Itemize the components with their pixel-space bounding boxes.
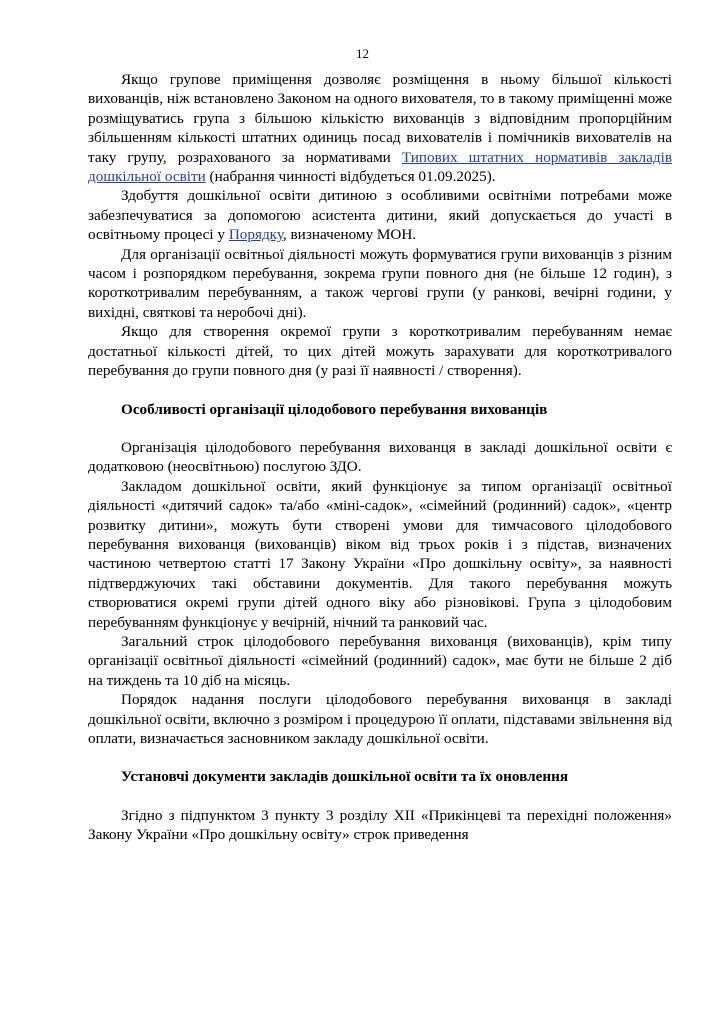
paragraph-text: (набрання чинності відбудеться 01.09.2025). (205, 168, 496, 186)
paragraph-additional-service: Організація цілодобового перебування вихованця в закладі дошкільної освіти є додатковою (неосвітньою) послугою ЗДО. (88, 438, 672, 476)
paragraph-special-needs (88, 186, 672, 244)
paragraph-text: Якщо групове приміщення дозволяє розміщення в ньому більшої кількості вихованців, ніж встановлено Законом на одного вихователя, то в такому приміщенні може розміщуватись група з більшою кількістю вихованців з відповідним пропорційним збільшенням кількості штатних одиниць посад вихователів і помічників вихователів на таку групу, розрахованого за нормативами (88, 71, 672, 166)
spacer (88, 748, 672, 767)
paragraph-payment-procedure: Порядок надання послуги цілодобового перебування вихованця в закладі дошкільної освіти, включно з розміром і процедурою її оплати, підставами звільнення від оплати, визначається засновником закладу дошкільної освіти. (88, 691, 672, 747)
paragraph-duration: Загальний строк цілодобового перебування вихованця (вихованців), крім типу організації освітньої діяльності «сімейний (родинний) садок», має бути не більше 2 діб на тиждень та 10 діб на місяць. (88, 632, 672, 689)
spacer (88, 787, 672, 806)
page-content (88, 70, 672, 845)
staffing-standards-link[interactable]: Типових штатних нормативів закладів дошкільної освіти (88, 148, 672, 186)
paragraph-text: Здобуття дошкільної освіти дитиною з особливими освітніми потребами може забезпечуватися за допомогою асистента дитини, який допускається до участі в освітньому процесі у (88, 187, 672, 244)
paragraph-group-schedules: Для організації освітньої діяльності можуть формуватися групи вихованців з різним часом і розпорядком перебування, зокрема групи повного дня (не більше 12 годин), з короткотривалим перебуванням, а також чергові групи (у ранкові, вечірні години, у вихідні, святкові та неробочі дні). (88, 245, 672, 321)
paragraph-text: , визначеному МОН. (282, 226, 417, 244)
spacer (88, 381, 672, 400)
paragraph-transitional-provisions: Згідно з підпунктом 3 пункту 3 розділу XII «Прикінцеві та перехідні положення» Закону України «Про дошкільну освіту» строк приведення (88, 806, 672, 844)
page-number: 12 (356, 46, 369, 61)
section-heading-round-the-clock: Особливості організації цілодобового перебування вихованців (121, 400, 548, 418)
paragraph-conditions: Закладом дошкільної освіти, який функціонує за типом організації освітньої діяльності «дитячий садок» та/або «міні-садок», «сімейний (родинний) садок», «центр розвитку дитини», можуть бути створені умови для тимчасового цілодобового перебування вихованця (вихованців) віком від трьох років і з підстав, визначених частиною четвертою статті 17 Закону України «Про дошкільну освіту», за наявності підтверджуючих такі обставини документів. Для такого перебування можуть створюватися окремі групи дітей одного віку або різновікові. Група з цілодобовим перебуванням функціонує у вечірній, нічний та ранковий час. (88, 477, 672, 631)
section-heading-founding-documents: Установчі документи закладів дошкільної освіти та їх оновлення (121, 768, 569, 786)
spacer (88, 419, 672, 438)
paragraph-group-capacity (88, 70, 672, 186)
procedure-link[interactable]: Порядку (228, 226, 283, 244)
paragraph-short-stay: Якщо для створення окремої групи з короткотривалим перебуванням немає достатньої кількості дітей, то цих дітей можуть зарахувати для короткотривалого перебування до групи повного дня (у разі її наявності / створення). (88, 323, 672, 380)
